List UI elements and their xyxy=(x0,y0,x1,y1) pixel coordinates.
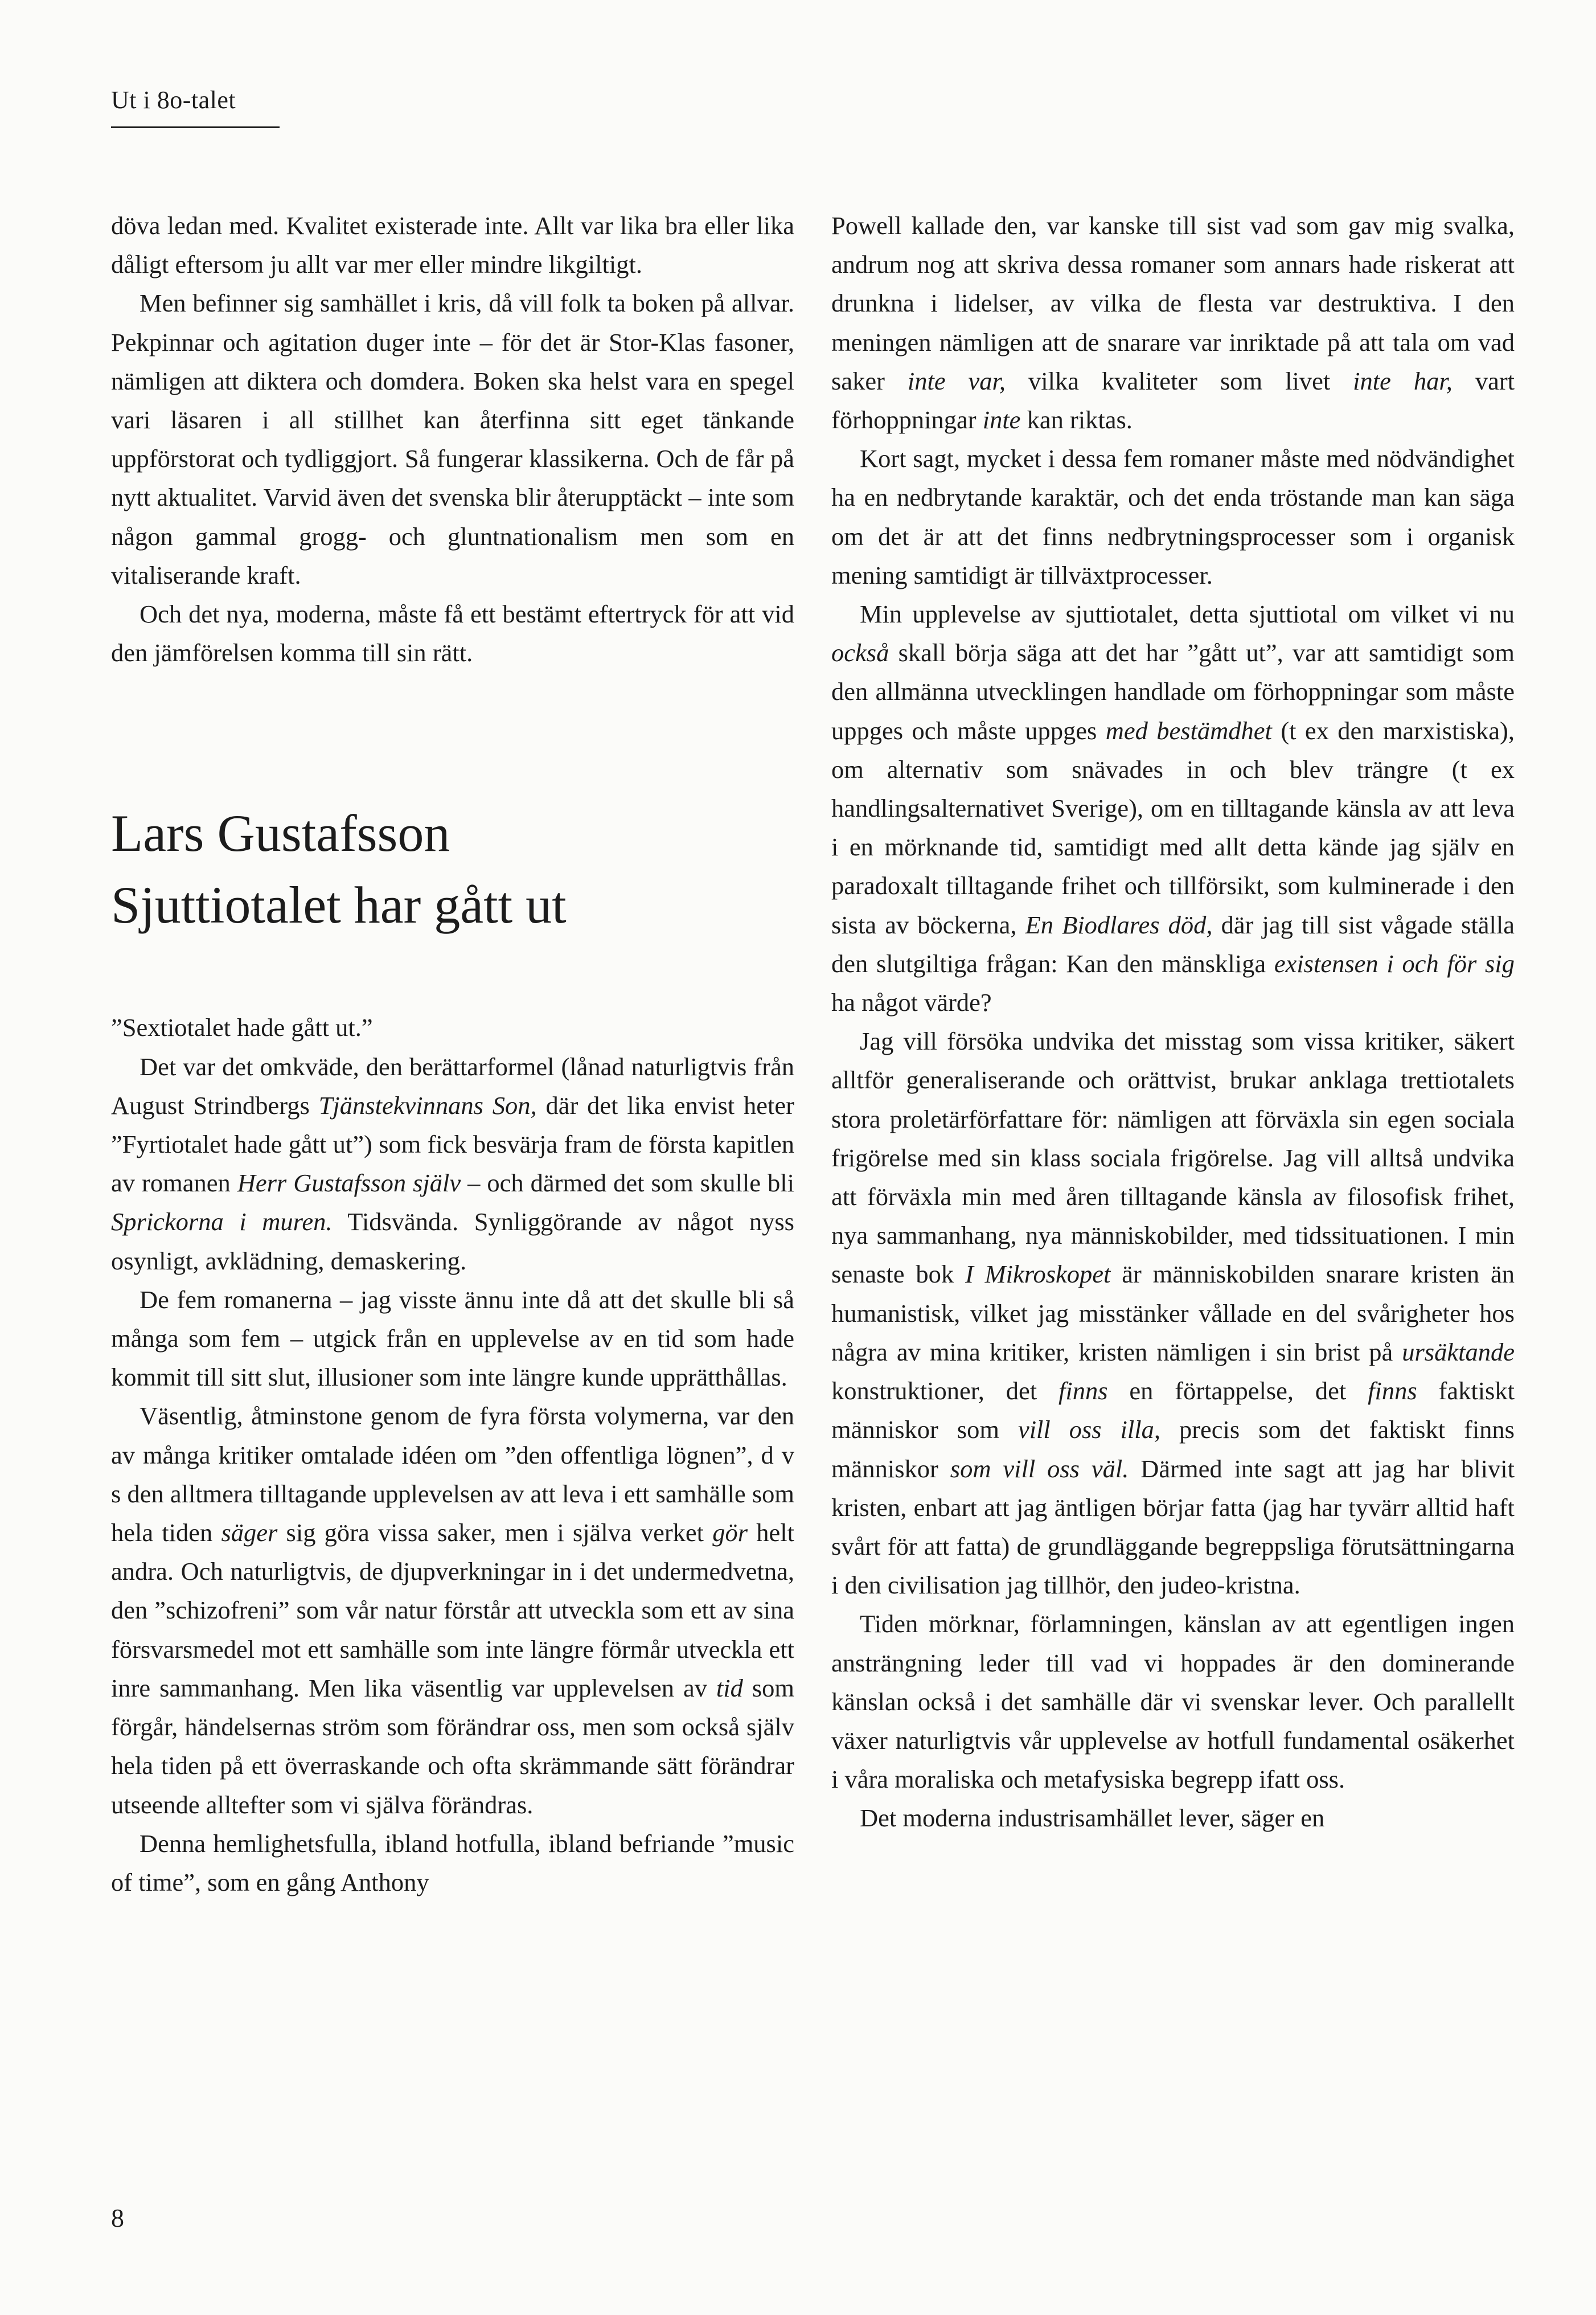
paragraph: Jag vill försöka undvika det misstag som vissa kritiker, säkert alltför generaliserande och orättvist, brukar anklaga trettiotalets stora proletärförfattare för: nämligen att förväxla sin egen sociala frigörelse med sin klass sociala frigörelse. Jag vill alltså undvika att förväxla min med åren tilltagande känsla av filosofisk frihet, nya sammanhang, nya människobilder, med tidssituationen. I min senaste bok I Mikroskopet är människobilden snarare kristen än humanistisk, vilket jag misstänker vållade en del svårigheter hos några av mina kritiker, kristen nämligen i sin brist på ursäktande konstruktioner, det finns en förtappelse, det finns faktiskt människor som vill oss illa, precis som det faktiskt finns människor som vill oss väl. Därmed inte sagt att jag har blivit kristen, enbart att jag äntligen börjar fatta (jag har tyvärr alltid haft svårt för att fatta) de grundläggande begreppsliga förutsättningarna i den civilisation jag tillhör, den judeo-kristna. xyxy=(831,1027,1515,1600)
paragraph: Tiden mörknar, förlamningen, känslan av att egentligen ingen ansträngning leder till vad vi hoppades är den dominerande känslan också i det samhälle där vi svenskar lever. Och parallellt växer naturligtvis vår upplevelse av hotfull fundamental osäkerhet i våra moraliska och metafysiska begrepp ifatt oss. xyxy=(831,1609,1515,1794)
title-spacer xyxy=(111,941,794,1008)
paragraph: Denna hemlighetsfulla, ibland hotfulla, ibland befriande ”music of time”, som en gång Anthony xyxy=(111,1829,794,1896)
page-number: 8 xyxy=(111,2203,124,2232)
header-rule xyxy=(111,126,280,128)
running-head: Ut i 8o-talet xyxy=(111,86,236,114)
paragraph: Min upplevelse av sjuttiotalet, detta sjuttiotal om vilket vi nu också skall börja säga att det har ”gått ut”, var att samtidigt som den allmänna utvecklingen handlade om förhoppningar som måste uppges och måste uppges med bestämdhet (t ex den marxistiska), om alternativ som snävades in och blev trängre (t ex handlingsalternativet Sverige), om en tilltagande känsla av att leva i en mörknande tid, samtidigt med allt detta kände jag själv en paradoxalt tilltagande frihet och tillförsikt, som kulminerade i den sista av böckerna, En Biodlares död, där jag till sist vågade ställa den slutgiltiga frågan: Kan den mänskliga existensen i och för sig ha något värde? xyxy=(831,600,1515,1017)
paragraph: De fem romanerna – jag visste ännu inte då att det skulle bli så många som fem – utgick från en upplevelse av en tid som hade kommit till sitt slut, illusioner som inte längre kunde upprätthållas. xyxy=(111,1285,794,1392)
article-author: Lars Gustafsson xyxy=(111,804,450,863)
paragraph: ”Sextiotalet hade gått ut.” xyxy=(111,1013,373,1042)
paragraph: Det moderna industrisamhället lever, säger en xyxy=(860,1804,1325,1833)
article-heading: Sjuttiotalet har gått ut xyxy=(111,876,567,935)
paragraph: Men befinner sig samhället i kris, då vill folk ta boken på allvar. Pekpinnar och agitation duger inte – för det är Stor-Klas fasoner, nämligen att diktera och domdera. Boken ska helst vara en spegel vari läsaren i all stillhet kan återfinna sitt eget tänkande uppförstorat och tydliggjort. Så fungerar klassikerna. Och de får på nytt aktualitet. Varvid även det svenska blir återupptäckt – inte som någon gammal grogg- och gluntnationalism men som en vitaliserande kraft. xyxy=(111,289,794,589)
article-title xyxy=(111,797,794,941)
paragraph: Kort sagt, mycket i dessa fem romaner måste med nödvändighet ha en nedbrytande karaktär, och det enda tröstande man kan säga om det är att det finns nedbrytningsprocesser som i organisk mening samtidigt är tillväxtprocesser. xyxy=(831,444,1515,589)
paragraph: döva ledan med. Kvalitet existerade inte. Allt var lika bra eller lika dåligt eftersom ju allt var mer eller mindre likgiltigt. xyxy=(111,211,794,279)
paragraph: Det var det omkväde, den berättarformel (lånad naturligtvis från August Strindbergs Tjänstekvinnans Son, där det lika envist heter ”Fyrtiotalet hade gått ut”) som fick besvärja fram de första kapitlen av romanen Herr Gustafsson själv – och därmed det som skulle bli Sprickorna i muren. Tidsvända. Synliggörande av något nyss osynligt, avklädning, demaskering. xyxy=(111,1052,795,1275)
paragraph: Powell kallade den, var kanske till sist vad som gav mig svalka, andrum nog att skriva dessa romaner som annars hade riskerat att drunkna i lidelser, av vilka de flesta var destruktiva. I den meningen nämligen att de snarare var inriktade på att tala om vad saker inte var, vilka kvaliteter som livet inte har, vart förhoppningar inte kan riktas. xyxy=(831,211,1515,435)
paragraph: Och det nya, moderna, måste få ett bestämt eftertryck för att vid den jämförelsen komma till sin rätt. xyxy=(111,600,794,667)
paragraph: Väsentlig, åtminstone genom de fyra första volymerna, var den av många kritiker omtalade idéen om ”den offentliga lögnen”, d v s den alltmera tilltagande upplevelsen av att leva i ett samhälle som hela tiden säger sig göra vissa saker, men i själva verket gör helt andra. Och naturligtvis, de djupverkningar in i det undermedvetna, den ”schizofreni” som vår natur förstår att utveckla som ett av sina försvarsmedel mot ett samhälle som inte längre förmår utveckla ett inre sammanhang. Men lika väsentlig var upplevelsen av tid som förgår, händelsernas ström som förändrar oss, men som också själv hela tiden på ett överraskande och ofta skrämmande sätt förändrar utseende alltefter som vi själva förändras. xyxy=(111,1402,795,1819)
left-column xyxy=(111,206,794,1902)
right-column xyxy=(831,206,1515,1838)
